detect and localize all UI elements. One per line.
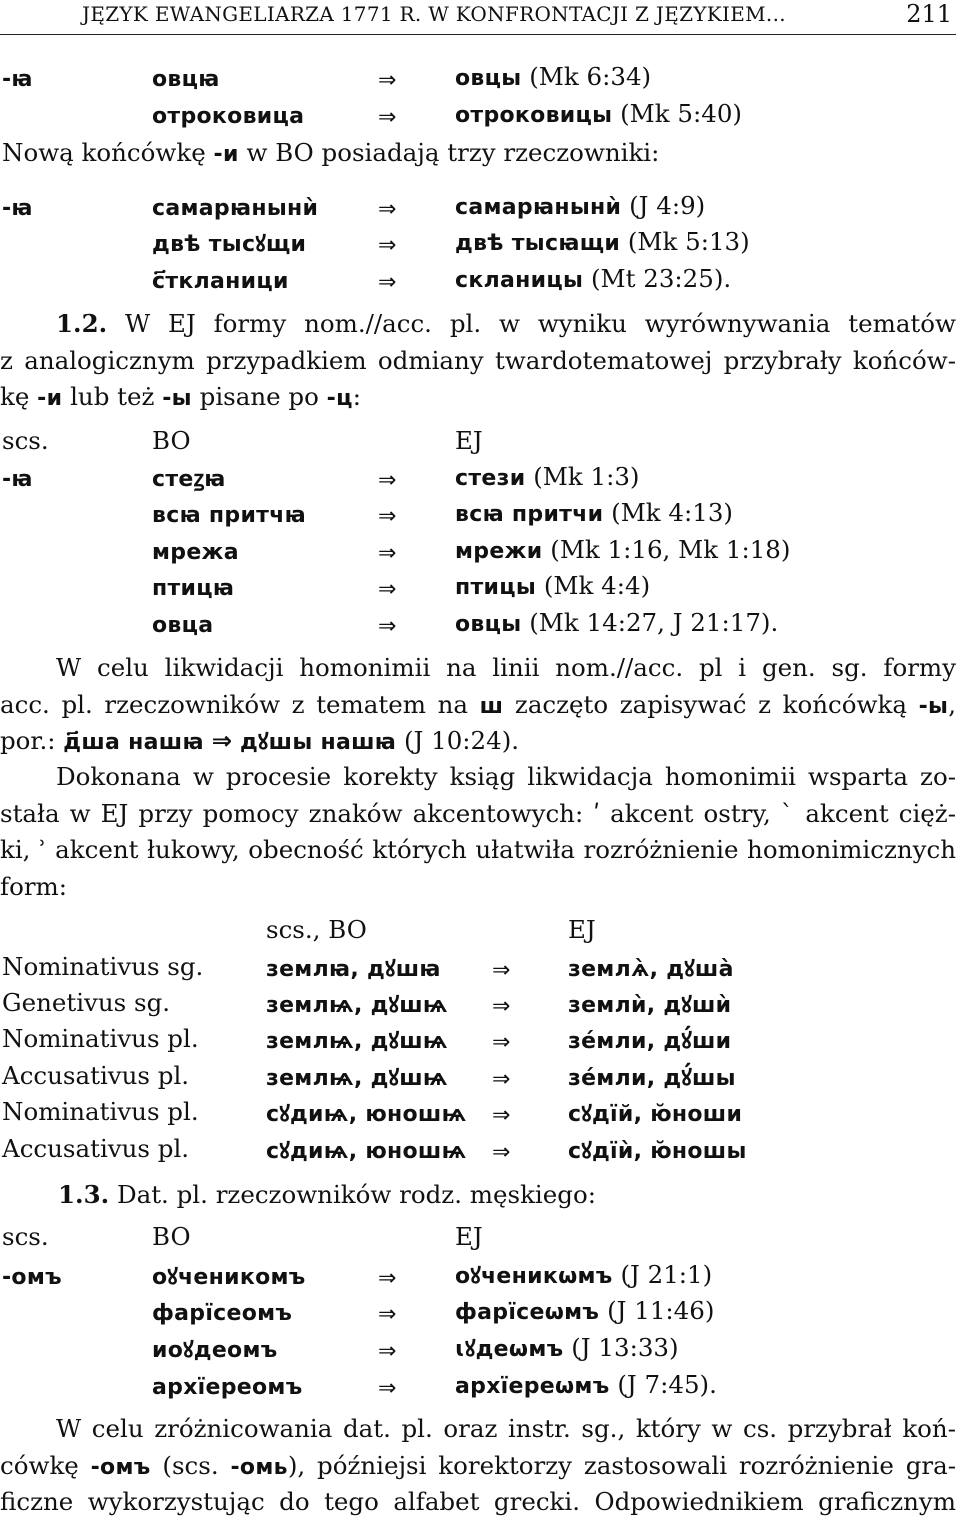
- arrow-icon: ⇒: [378, 105, 397, 130]
- paragraph-text: (J 10:24).: [396, 726, 520, 755]
- section-1-2-paragraph: [0, 306, 956, 416]
- ej-form-line: [455, 537, 790, 564]
- bo-form: птицꙗ: [152, 576, 235, 601]
- arrow-icon: ⇒: [378, 577, 397, 602]
- suffix-inline: -ц: [326, 386, 353, 411]
- ej-form: землѧ̀, дꙋша̀: [568, 957, 734, 982]
- suffix-inline: -ы: [162, 386, 192, 411]
- suffix-inline: -и: [37, 386, 63, 411]
- column-header-ej: EJ: [455, 426, 483, 455]
- paragraph-line: stała w EJ przy pomocy znaków akcentowych: ʹ akcent ostry, ˋ akcent cięż-: [0, 798, 956, 828]
- reference: (Mk 4:13): [611, 498, 733, 527]
- bo-form: стеꙁꙗ: [152, 467, 226, 492]
- suffix-inline: -омь: [230, 1454, 288, 1480]
- case-label: Nominativus pl.: [2, 1024, 199, 1053]
- ej-form-line: [455, 1372, 717, 1399]
- reference: (J 7:45).: [617, 1370, 717, 1399]
- arrow-icon: ⇒: [378, 1376, 397, 1401]
- bo-form: отроковица: [152, 104, 305, 129]
- bo-form: землѩ, дꙋшѩ: [266, 1029, 448, 1054]
- paragraph-text: zaczęto zapisywać z końcówką: [503, 689, 919, 719]
- bo-form: архїереомъ: [152, 1375, 303, 1400]
- suffix-inline: -омъ: [90, 1454, 151, 1480]
- section-1-3-heading: [58, 1182, 596, 1209]
- ej-form: двѣ тысꙗщи: [455, 231, 621, 256]
- ej-form: самарꙗнынѝ: [455, 195, 622, 220]
- paragraph-text: pisane po: [191, 382, 327, 411]
- ej-form-line: [455, 464, 640, 491]
- ej-form-line: [455, 1335, 679, 1362]
- reference: (Mk 6:34): [529, 62, 652, 91]
- bo-form: землꙗ, дꙋшꙗ: [266, 957, 441, 982]
- reference: (Mk 4:4): [543, 571, 651, 600]
- ej-form: архїереѡмъ: [455, 1374, 610, 1399]
- column-header-bo: BO: [152, 1222, 191, 1251]
- arrow-icon: ⇒: [492, 994, 511, 1019]
- section-number: 1.2.: [56, 309, 108, 338]
- arrow-icon: ⇒: [378, 504, 397, 529]
- section-number: 1.3.: [58, 1180, 110, 1209]
- final-paragraph: [0, 1411, 956, 1521]
- column-header-ej: EJ: [455, 1222, 483, 1251]
- ej-form: сꙋдїй, ю̆ноши: [568, 1102, 743, 1127]
- ej-form: овцы: [455, 66, 522, 91]
- column-header-bo: scs., BO: [266, 915, 367, 944]
- suffix-label: -ꙗ: [2, 67, 33, 92]
- paragraph-line: ki, ʾ akcent łukowy, obecność których ułatwiła rozróżnienie homonimicznych: [0, 835, 956, 864]
- accent-paragraph: [0, 759, 956, 905]
- arrow-icon: ⇒: [378, 614, 397, 639]
- section-text: Dat. pl. rzeczowników rodz. męskiego:: [109, 1180, 596, 1209]
- ej-form: отроковицы: [455, 103, 613, 128]
- bo-form: с҃ткланици: [152, 269, 289, 294]
- bo-form: сꙋдиѩ, юношѩ: [266, 1102, 467, 1127]
- reference: (Mk 14:27, J 21:17).: [529, 608, 779, 637]
- ej-form: зе́мли, дꙋ́ши: [568, 1029, 732, 1054]
- ej-form-line: [455, 1298, 714, 1325]
- ej-form: мрежи: [455, 539, 543, 564]
- ej-form-line: [455, 1262, 712, 1289]
- running-header: [0, 0, 956, 35]
- paragraph-line: W celu likwidacji homonimii na linii nom.//acc. pl i gen. sg. formy: [56, 653, 956, 682]
- ej-form-line: [455, 610, 778, 637]
- reference: (Mk 1:16, Mk 1:18): [550, 535, 791, 564]
- cyrillic-inline: д҃ша нашꙗ: [63, 730, 204, 755]
- intro-line: [2, 140, 659, 167]
- paragraph-line: ficzne wykorzystując do tego alfabet grecki. Odpowiednikiem graficznym: [0, 1487, 956, 1516]
- ej-form: землѝ, дꙋшѝ: [568, 993, 732, 1018]
- paragraph-text: ), późniejsi korektorzy zastosowali rozróżnienie gra-: [287, 1450, 957, 1480]
- arrow-icon: ⇒: [492, 1103, 511, 1128]
- reference: (Mk 5:40): [620, 99, 742, 128]
- arrow-icon: ⇒: [378, 270, 397, 295]
- paragraph-line: [0, 687, 956, 724]
- suffix-label: -ꙗ: [2, 467, 33, 492]
- arrow-icon: ⇒: [378, 68, 397, 93]
- reference: (Mt 23:25).: [590, 264, 732, 293]
- bo-form: двѣ тысꙋщи: [152, 232, 307, 257]
- bo-form: овцꙗ: [152, 67, 220, 92]
- ej-form-line: [455, 573, 650, 600]
- ej-form-line: [455, 229, 750, 256]
- arrow-icon: ⇒: [492, 1030, 511, 1055]
- arrow-icon: ⇒: [492, 1140, 511, 1165]
- header-title: JĘZYK EWANGELIARZA 1771 R. W KONFRONTACJI Z JĘZYKIEM...: [82, 2, 786, 26]
- intro-text: Nową końcówkę: [2, 138, 214, 167]
- ej-form: скланицы: [455, 268, 584, 293]
- column-header-bo: BO: [152, 426, 191, 455]
- column-header-scs: scs.: [2, 1222, 49, 1251]
- arrow-icon: ⇒: [378, 1339, 397, 1364]
- paragraph-text: lub też: [62, 382, 163, 411]
- case-label: Accusativus pl.: [2, 1061, 190, 1090]
- reference: (J 4:9): [629, 191, 706, 220]
- bo-form: иоꙋдеомъ: [152, 1338, 278, 1363]
- bo-form: всꙗ притчꙗ: [152, 503, 307, 528]
- reference: (Mk 5:13): [627, 227, 750, 256]
- paragraph-text: por.:: [0, 726, 64, 755]
- suffix-inline: -ы: [918, 693, 949, 719]
- paragraph-text: ,: [948, 689, 957, 719]
- column-header-scs: scs.: [2, 426, 49, 455]
- paragraph-line: [0, 379, 956, 416]
- ej-form: зе́мли, дꙋ́шы: [568, 1066, 736, 1091]
- page-number: 211: [906, 0, 952, 28]
- arrow-icon: ⇒: [378, 1302, 397, 1327]
- ej-form: овцы: [455, 612, 522, 637]
- ej-form-line: [455, 266, 731, 293]
- bo-form: фарїсеомъ: [152, 1301, 293, 1326]
- suffix-label: -омъ: [2, 1265, 62, 1290]
- bo-form: оꙋченикомъ: [152, 1265, 306, 1290]
- cyrillic-inline: дꙋшы нашꙗ: [239, 730, 397, 755]
- bo-form: самарꙗнынѝ: [152, 196, 319, 221]
- paragraph-line: form:: [0, 871, 68, 901]
- ej-form-line: [455, 500, 733, 527]
- case-label: Accusativus pl.: [2, 1134, 190, 1163]
- paragraph-line: [0, 306, 956, 343]
- ej-form: сꙋдїѝ, ю̆ношы: [568, 1139, 747, 1164]
- paragraph-line: [0, 1448, 956, 1485]
- paragraph-text: :: [352, 382, 361, 411]
- bo-form: овца: [152, 613, 214, 638]
- ej-form: всꙗ притчи: [455, 502, 604, 527]
- case-label: Nominativus pl.: [2, 1097, 199, 1126]
- ej-form-line: [455, 193, 705, 220]
- arrow-icon: ⇒: [378, 233, 397, 258]
- ej-form: фарїсеѡмъ: [455, 1300, 600, 1325]
- ej-form: ꙇꙋдеѡмъ: [455, 1337, 564, 1362]
- bo-form: сꙋдиѩ, юношѩ: [266, 1139, 467, 1164]
- bo-form: мрежа: [152, 540, 239, 565]
- arrow-icon: ⇒: [492, 1067, 511, 1092]
- case-label: Nominativus sg.: [2, 952, 204, 981]
- reference: (Mk 1:3): [533, 462, 640, 491]
- paragraph-text: (scs.: [150, 1450, 231, 1480]
- ej-form-line: [455, 64, 651, 91]
- arrow-icon: ⇒: [378, 541, 397, 566]
- reference: (J 11:46): [607, 1296, 715, 1325]
- paragraph-line: Dokonana w procesie korekty ksiąg likwidacja homonimii wsparta zo-: [56, 762, 956, 791]
- arrow-icon: ⇒: [378, 1266, 397, 1291]
- paragraph-line: W celu zróżnicowania dat. pl. oraz instr. sg., który w cs. przybrał koń-: [56, 1414, 956, 1443]
- ej-form: птицы: [455, 575, 537, 600]
- case-label: Genetivus sg.: [2, 988, 171, 1017]
- intro-text-after: w BO posiadają trzy rzeczowniki:: [238, 138, 660, 167]
- reference: (J 13:33): [571, 1333, 679, 1362]
- arrow-icon: ⇒: [378, 468, 397, 493]
- ej-form-line: [455, 101, 742, 128]
- bo-form: землѩ, дꙋшѩ: [266, 993, 448, 1018]
- paragraph-line: z analogicznym przypadkiem odmiany twardotematowej przybrały końców-: [0, 345, 956, 375]
- suffix-label: -ꙗ: [2, 196, 33, 221]
- arrow-icon: ⇒: [378, 197, 397, 222]
- paragraph-text: cówkę: [0, 1450, 91, 1480]
- column-header-ej: EJ: [568, 915, 596, 944]
- paragraph-text: kę: [0, 382, 38, 411]
- reference: (J 21:1): [620, 1260, 713, 1289]
- paragraph-text: W EJ formy nom.//acc. pl. w wyniku wyrównywania tematów: [125, 309, 956, 338]
- arrow-icon: ⇒: [492, 958, 511, 983]
- cyrillic-inline: ш: [479, 693, 504, 719]
- bo-form: землѩ, дꙋшѩ: [266, 1066, 448, 1091]
- ej-form: оꙋченикѡмъ: [455, 1264, 613, 1289]
- paragraph-line: [0, 723, 956, 760]
- intro-suffix: -и: [213, 142, 239, 167]
- homonymy-paragraph: [0, 650, 956, 760]
- paragraph-text: acc. pl. rzeczowników z tematem na: [0, 689, 480, 719]
- ej-form: стези: [455, 466, 526, 491]
- arrow-icon: ⇒: [211, 726, 233, 755]
